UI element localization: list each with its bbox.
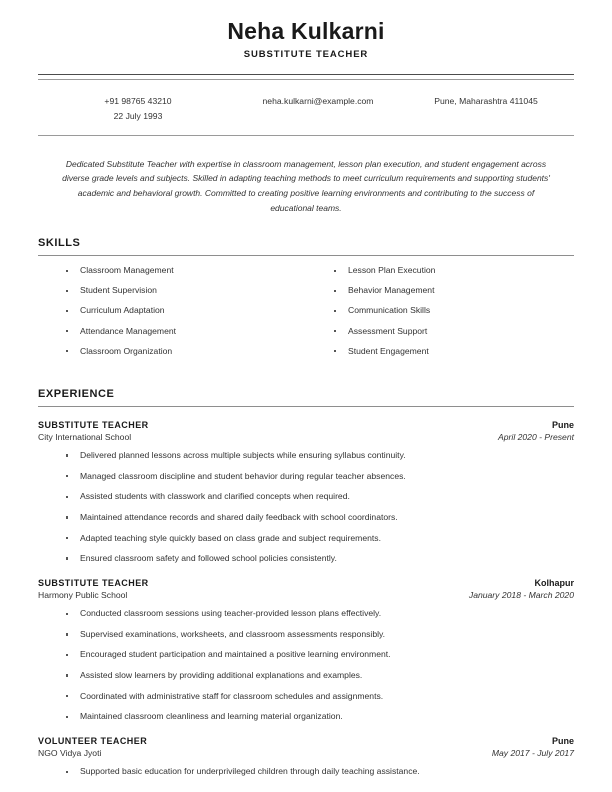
experience-entry-header [38, 736, 574, 746]
experience-job-dates: May 2017 - July 2017 [491, 748, 574, 759]
experience-entry-header [38, 420, 574, 430]
experience-bullet-list [38, 450, 574, 565]
summary-divider [38, 135, 574, 136]
list-item: Lesson Plan Execution [332, 265, 574, 277]
header-divider-light [38, 79, 574, 80]
skills-column-left [38, 265, 306, 365]
experience-company-name: NGO Vidya Jyoti [38, 748, 102, 759]
list-item: Supervised examinations, worksheets, and classroom assessments responsibly. [64, 629, 574, 641]
experience-entry-subheader [38, 432, 574, 442]
list-item: Communication Skills [332, 305, 574, 317]
contact-email: neha.kulkarni@example.com [262, 96, 374, 107]
contact-col-location [398, 94, 574, 122]
list-item: Coordinated with administrative staff for classroom schedules and assignments. [64, 691, 574, 703]
experience-job-title: VOLUNTEER TEACHER [38, 735, 148, 746]
contact-col-phone [38, 94, 238, 122]
list-item: Maintained classroom cleanliness and learning material organization. [64, 711, 574, 723]
list-item: Assisted slow learners by providing additional explanations and examples. [64, 670, 574, 682]
list-item: Delivered planned lessons across multiple subjects while ensuring syllabus continuity. [64, 450, 574, 462]
experience-bullet-list [38, 766, 574, 778]
experience-entry-subheader [38, 590, 574, 600]
list-item: Maintained attendance records and shared daily feedback with school coordinators. [64, 512, 574, 524]
list-item: Assessment Support [332, 326, 574, 338]
list-item: Classroom Organization [64, 346, 306, 358]
experience-company-name: City International School [38, 432, 132, 443]
experience-entry [38, 578, 574, 723]
skills-section-title: SKILLS [38, 237, 81, 250]
experience-job-location: Pune [551, 735, 574, 746]
list-item: Behavior Management [332, 285, 574, 297]
experience-entry-header [38, 578, 574, 588]
list-item: Assisted students with classwork and clarified concepts when required. [64, 491, 574, 503]
list-item: Classroom Management [64, 265, 306, 277]
list-item: Managed classroom discipline and student behavior during regular teacher absences. [64, 471, 574, 483]
experience-bullet-list [38, 608, 574, 723]
list-item: Supported basic education for underprivileged children through daily teaching assistance. [64, 766, 574, 778]
skills-divider [38, 255, 574, 256]
experience-job-title: SUBSTITUTE TEACHER [38, 419, 149, 430]
skills-section [38, 237, 574, 365]
experience-job-dates: April 2020 - Present [498, 432, 574, 443]
experience-entry-subheader [38, 748, 574, 758]
experience-section-title: EXPERIENCE [38, 387, 115, 400]
list-item: Student Engagement [332, 346, 574, 358]
candidate-name: Neha Kulkarni [227, 18, 385, 44]
contact-location: Pune, Maharashtra 411045 [434, 96, 538, 107]
summary-section [38, 157, 574, 215]
experience-job-location: Pune [551, 419, 574, 430]
experience-job-title: SUBSTITUTE TEACHER [38, 577, 149, 588]
candidate-job-title: SUBSTITUTE TEACHER [243, 49, 369, 61]
list-item: Adapted teaching style quickly based on class grade and subject requirements. [64, 533, 574, 545]
experience-entry [38, 420, 574, 565]
list-item: Ensured classroom safety and followed school policies consistently. [64, 553, 574, 565]
header-divider-strong [38, 74, 574, 75]
experience-job-dates: January 2018 - March 2020 [468, 590, 574, 601]
contact-phone: +91 98765 43210 [104, 96, 172, 107]
list-item: Conducted classroom sessions using teacher-provided lesson plans effectively. [64, 608, 574, 620]
contact-birth-date: 22 July 1993 [113, 110, 163, 121]
resume-header [38, 0, 574, 60]
skills-grid [38, 265, 574, 365]
skills-column-right [306, 265, 574, 365]
experience-section [38, 388, 574, 778]
experience-job-location: Kolhapur [534, 577, 574, 588]
list-item: Encouraged student participation and maintained a positive learning environment. [64, 649, 574, 661]
summary-text: Dedicated Substitute Teacher with expertise in classroom management, lesson plan execution, and student engagement across diverse grade levels and subjects. Skilled in adapting teaching methods to meet curriculum requirements and supporting students' academic and behavioral growth. Committed to creating positive learning environments and contributing to the success of educational teams. [62, 158, 550, 213]
list-item: Attendance Management [64, 326, 306, 338]
contact-row [38, 94, 574, 122]
experience-entry [38, 736, 574, 778]
experience-divider [38, 406, 574, 407]
list-item: Curriculum Adaptation [64, 305, 306, 317]
list-item: Student Supervision [64, 285, 306, 297]
contact-col-email [238, 94, 398, 122]
experience-company-name: Harmony Public School [38, 590, 128, 601]
